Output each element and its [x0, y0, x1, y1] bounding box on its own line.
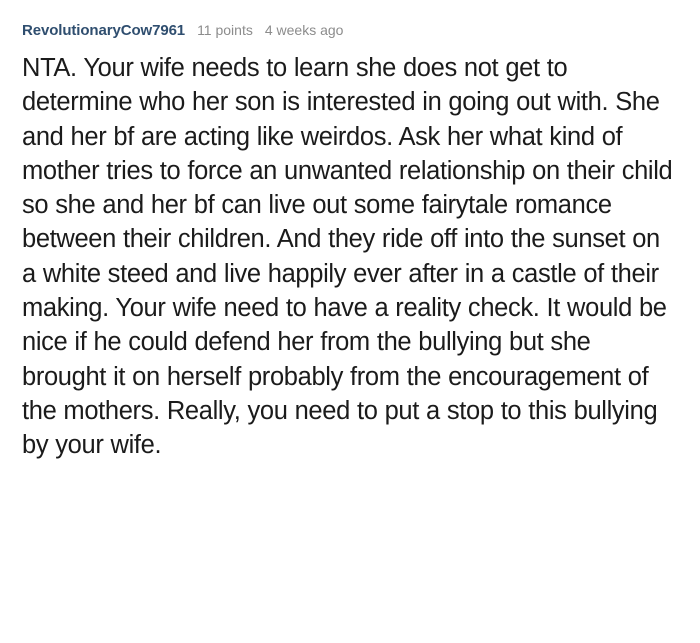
- comment-body: NTA. Your wife needs to learn she does not get to determine who her son is interested in going out with. She and her bf are acting like weirdos. Ask her what kind of mother tries to force an unwanted relationship on their child so she and her bf can live out some fairytale romance between their children. And they ride off into the sunset on a white steed and live happily ever after in a castle of their making. Your wife need to have a reality check. It would be nice if he could defend her from the bullying but she brought it on herself probably from the encouragement of the mothers. Really, you need to put a stop to this bullying by your wife.: [22, 54, 673, 460]
- comment-author[interactable]: RevolutionaryCow7961: [22, 22, 186, 39]
- comment-header: [22, 22, 678, 39]
- comment-timestamp: 4 weeks ago: [264, 22, 344, 38]
- comment-points: 11 points: [197, 22, 253, 38]
